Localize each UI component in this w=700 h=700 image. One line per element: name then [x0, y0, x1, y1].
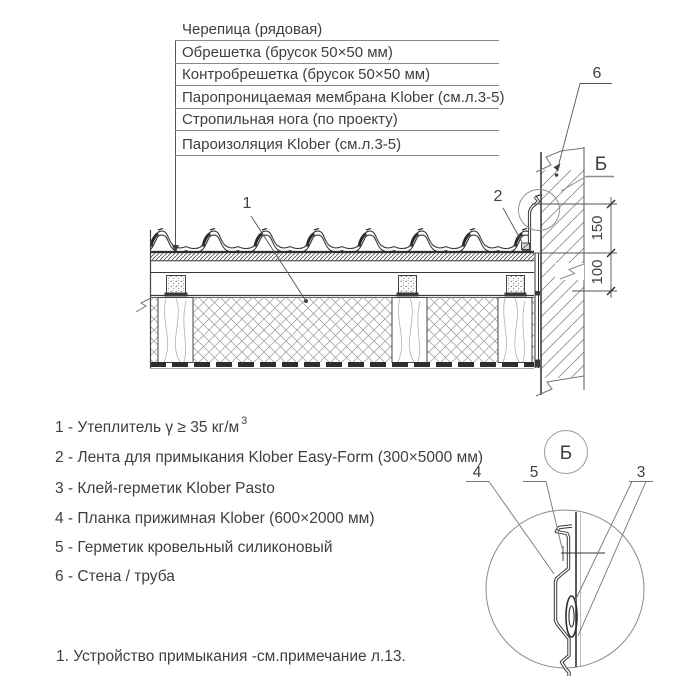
marker-5: 5: [529, 464, 539, 481]
legend-item-5-label: 5 - Герметик кровельный силиконовый: [55, 539, 333, 556]
marker-3: 3: [636, 464, 646, 481]
legend-item-1: [55, 415, 248, 437]
callout-membrane-label: Паропроницаемая мембрана Klober (см.л.3-5): [182, 88, 505, 106]
legend-item-4-label: 4 - Планка прижимная Klober (600×2000 мм): [55, 510, 375, 527]
legend-item-2: [55, 449, 483, 467]
callout-rafter-label: Стропильная нога (по проекту): [182, 111, 398, 128]
insulation-hatch: [150, 298, 534, 362]
dim-150: 150: [589, 215, 606, 241]
footnote-text: 1. Устройство примыкания -см.примечание л.13.: [56, 648, 406, 665]
legend-item-5: [55, 539, 332, 557]
callout-batten: [175, 42, 499, 64]
marker-4: 4: [472, 464, 482, 481]
wall-bottom-break: [536, 376, 584, 396]
leader-2: [494, 188, 522, 242]
section-letter-top: Б: [594, 154, 608, 175]
callout-counter-batten-label: Контробрешетка (брусок 50×50 мм): [182, 66, 431, 83]
callout-tile: [175, 19, 499, 41]
callout-tile-label: Черепица (рядовая): [182, 21, 323, 38]
callout-vapour-barrier-label: Пароизоляция Klober (см.л.3-5): [182, 136, 402, 153]
callout-membrane: [175, 87, 505, 109]
marker-2: 2: [493, 188, 503, 205]
section-letter-detail: Б: [559, 443, 573, 464]
counter-battens: [167, 276, 525, 294]
legend-item-4: [55, 510, 375, 528]
leader-4: [466, 464, 554, 574]
legend-item-2-label: 2 - Лента для примыкания Klober Easy-Form (300×5000 мм): [55, 449, 484, 466]
legend-item-6: [55, 568, 175, 586]
detail-view-b: [466, 431, 653, 677]
roof-section: [134, 228, 550, 368]
legend-item-1-label: 1 - Утеплитель γ ≥ 35 кг/м: [55, 419, 240, 437]
legend-item-1-sup: 3: [241, 415, 248, 427]
wall-section: [536, 147, 584, 396]
marker-1: 1: [242, 195, 252, 212]
marker-6: 6: [592, 65, 602, 82]
left-break-mark: [136, 298, 151, 312]
legend-item-3-label: 3 - Клей-герметик Klober Pasto: [55, 480, 275, 497]
callout-vapour-barrier: [175, 134, 499, 156]
callout-rafter: [175, 109, 499, 131]
tile-course: [134, 228, 550, 252]
legend-item-6-label: 6 - Стена / труба: [55, 568, 175, 585]
footnote: [56, 648, 406, 666]
leader-5: [523, 464, 562, 548]
dim-100: 100: [589, 259, 606, 285]
callout-counter-batten: [175, 64, 499, 86]
legend-item-3: [55, 480, 275, 498]
callout-batten-label: Обрешетка (брусок 50×50 мм): [182, 43, 393, 61]
